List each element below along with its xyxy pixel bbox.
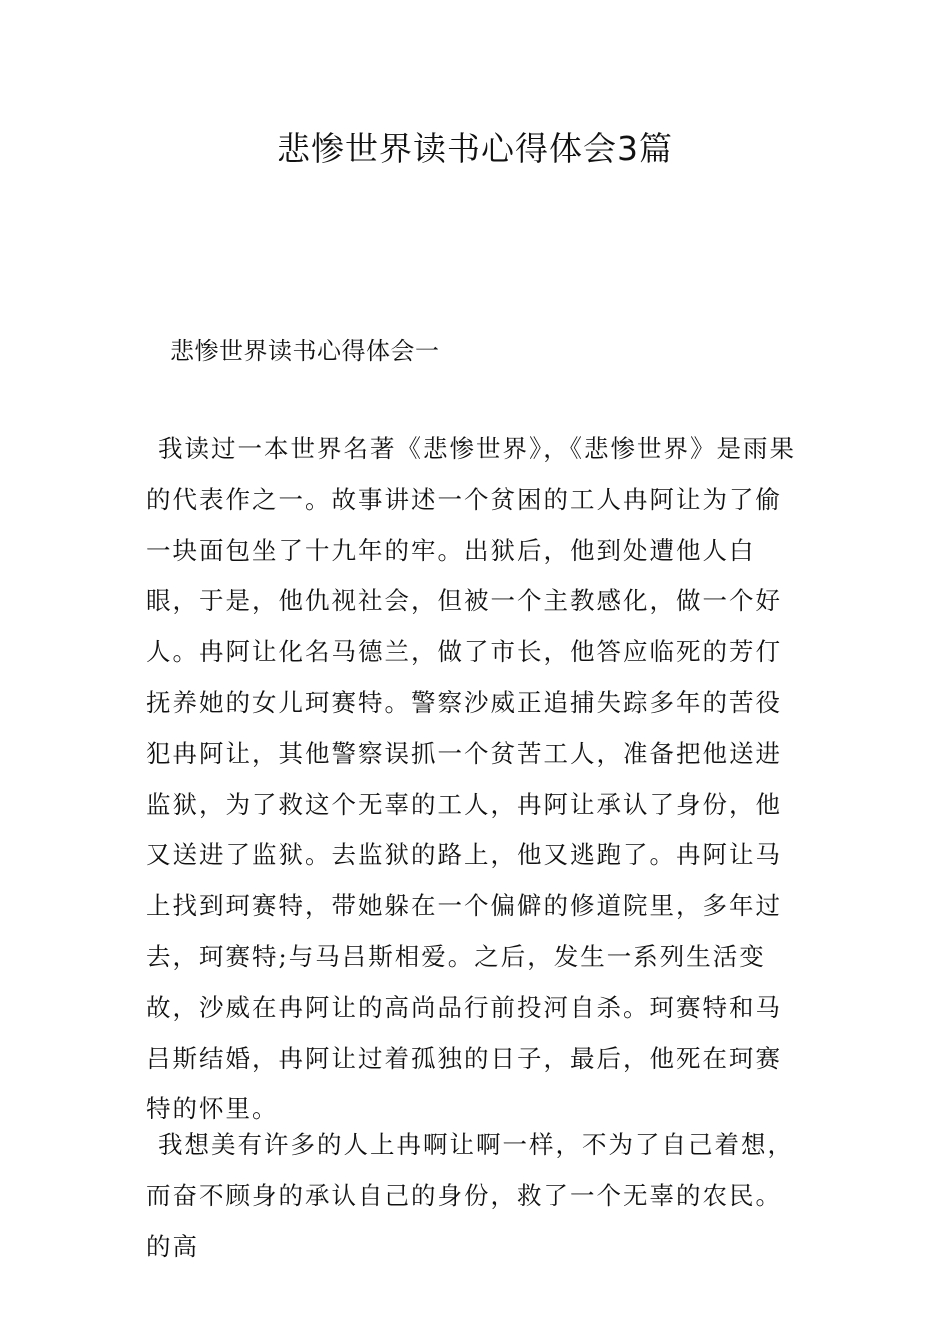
document-title: 悲惨世界读书心得体会3篇 <box>277 129 673 168</box>
body-paragraph: 我想美有许多的人上冉啊让啊一样，不为了自己着想，而奋不顾身的承认自己的身份，救了一个无辜的农民。的高 <box>146 1130 794 1261</box>
section-heading: 悲惨世界读书心得体会一 <box>170 337 440 365</box>
body-paragraph: 我读过一本世界名著《悲惨世界》，《悲惨世界》是雨果的代表作之一。故事讲述一个贫困的工人冉阿让为了偷一块面包坐了十九年的牢。出狱后，他到处遭他人白眼，于是，他仇视社会，但被一个主教感化，做一个好人。冉阿让化名马德兰，做了市长，他答应临死的芳仃抚养她的女儿珂赛特。警察沙威正追捕失踪多年的苦役犯冉阿让，其他警察误抓一个贫苦工人，准备把他送进监狱，为了救这个无辜的工人，冉阿让承认了身份，他又送进了监狱。去监狱的路上，他又逃跑了。冉阿让马上找到珂赛特，带她躲在一个偏僻的修道院里，多年过去，珂赛特;与马吕斯相爱。之后，发生一系列生活变故，沙威在冉阿让的高尚品行前投河自杀。珂赛特和马吕斯结婚，冉阿让过着孤独的日子，最后，他死在珂赛特的怀里。 <box>146 434 796 1124</box>
